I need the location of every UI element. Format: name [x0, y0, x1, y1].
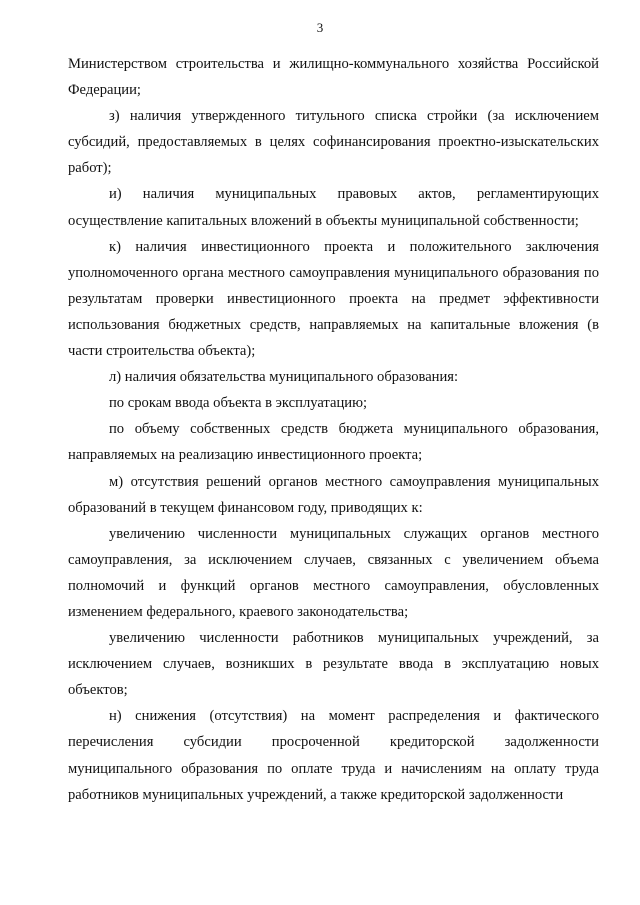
paragraph-item-l-funds: по объему собственных средств бюджета муниципального образования, направляемых на реализацию инвестиционного проекта; [68, 421, 599, 464]
paragraph-item-i: и) наличия муниципальных правовых актов, регламентирующих осуществление капитальных вложений в объекты муниципальной собственности; [68, 186, 599, 229]
paragraph-item-m: м) отсутствия решений органов местного самоуправления муниципальных образований в текущем финансовом году, приводящих к: [68, 473, 599, 516]
paragraph-item-l: л) наличия обязательства муниципального образования: [109, 369, 459, 386]
paragraph-item-z: з) наличия утвержденного титульного списка стройки (за исключением субсидий, предоставляемых в целях софинансирования проектно-изыскательских работ); [68, 108, 599, 177]
paragraph-item-l-deadlines: по срокам ввода объекта в эксплуатацию; [109, 395, 368, 412]
paragraph-item-m-institutions: увеличению численности работников муниципальных учреждений, за исключением случаев, возникших в результате ввода в эксплуатацию новых объектов; [68, 630, 599, 699]
paragraph-item-k: к) наличия инвестиционного проекта и положительного заключения уполномоченного органа местного самоуправления муниципального образования по результатам проверки инвестиционного проекта на предмет эффективности использования бюджетных средств, направляемых на капитальные вложения (в части строительства объекта); [68, 238, 599, 360]
paragraph-item-n: н) снижения (отсутствия) на момент распределения и фактического перечисления субсидии просроченной кредиторской задолженности муниципального образования по оплате труда и начислениям на оплату труда работников муниципальных учреждений, а также кредиторской задолженности [68, 708, 599, 803]
paragraph-continuation: Министерством строительства и жилищно-коммунального хозяйства Российской Федерации; [68, 56, 599, 99]
paragraph-item-m-staff: увеличению численности муниципальных служащих органов местного самоуправления, за исключением случаев, связанных с увеличением объема полномочий и функций органов местного самоуправления, обусловленных изменением федерального, краевого законодательства; [68, 525, 599, 620]
page-number: 3 [316, 20, 324, 35]
document-body [68, 51, 599, 808]
